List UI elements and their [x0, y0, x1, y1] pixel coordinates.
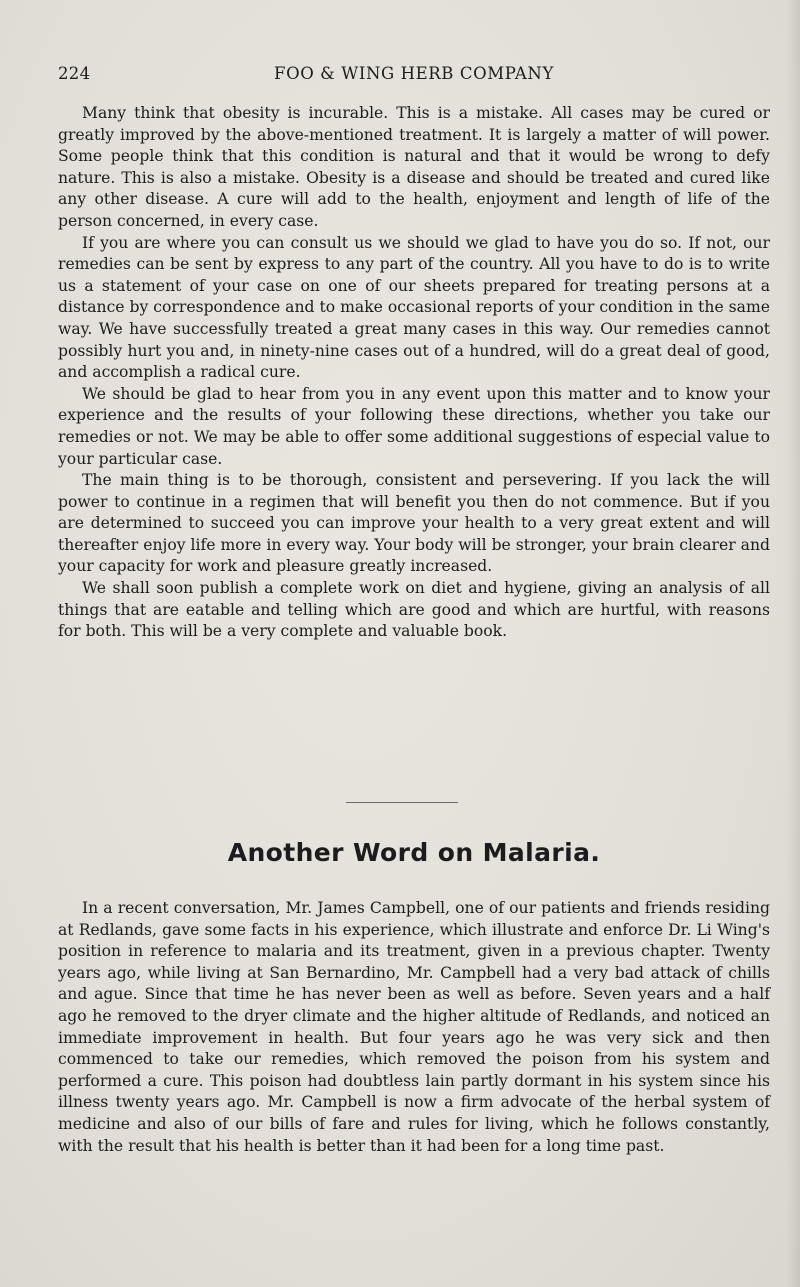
paragraph: We should be glad to hear from you in any event upon this matter and to know your experience and the results of your following these directions, whether you take our remedies or not. We may be able to offer some additional suggestions of especial value to your particular case.: [58, 384, 770, 468]
header-title: FOO & WING HERB COMPANY: [274, 64, 554, 83]
body-text-section: [58, 898, 770, 1157]
section-divider: [346, 802, 458, 803]
paragraph: We shall soon publish a complete work on diet and hygiene, giving an analysis of all things that are eatable and telling which are good and which are hurtful, with reasons for both. This will be a very complete and valuable book.: [58, 579, 770, 641]
paragraph: The main thing is to be thorough, consistent and persevering. If you lack the will power to continue in a regimen that will benefit you then do not commence. But if you are determined to succeed you can improve your health to a very great extent and will thereafter enjoy life more in every way. Your body will be stronger, your brain clearer and your capacity for work and pleasure greatly increased.: [58, 471, 770, 576]
page-edge-shadow: [786, 0, 800, 1287]
page-number: 224: [58, 64, 91, 83]
section-title: Another Word on Malaria.: [227, 838, 601, 867]
paragraph: Many think that obesity is incurable. This is a mistake. All cases may be cured or greatly improved by the above-mentioned treatment. It is largely a matter of will power. Some people think that this condition is natural and that it would be wrong to defy nature. This is also a mistake. Obesity is a disease and should be treated and cured like any other disease. A cure will add to the health, enjoyment and length of life of the person concerned, in every case.: [58, 104, 770, 230]
running-header: [58, 64, 770, 86]
paragraph: If you are where you can consult us we should we glad to have you do so. If not, our remedies can be sent by express to any part of the country. All you have to do is to write us a statement of your case on one of our sheets prepared for treating persons at a distance by correspondence and to make occasional reports of your condition in the same way. We have successfully treated a great many cases in this way. Our remedies cannot possibly hurt you and, in ninety-nine cases out of a hundred, will do a great deal of good, and accomplish a radical cure.: [58, 233, 770, 382]
paragraph: In a recent conversation, Mr. James Campbell, one of our patients and friends residing at Redlands, gave some facts in his experience, which illustrate and enforce Dr. Li Wing's position in reference to malaria and its treatment, given in a previous chapter. Twenty years ago, while living at San Bernardino, Mr. Campbell had a very bad attack of chills and ague. Since that time he has never been as well as before. Seven years and a half ago he removed to the dryer climate and the higher altitude of Redlands, and noticed an immediate improvement in health. But four years ago he was very sick and then commenced to take our remedies, which removed the poison from his system and performed a cure. This poison had doubtless lain partly dormant in his system since his illness twenty years ago. Mr. Campbell is now a firm advocate of the herbal system of medicine and also of our bills of fare and rules for living, which he follows constantly, with the result that his health is better than it had been for a long time past.: [58, 899, 770, 1155]
body-text-top: [58, 103, 770, 643]
